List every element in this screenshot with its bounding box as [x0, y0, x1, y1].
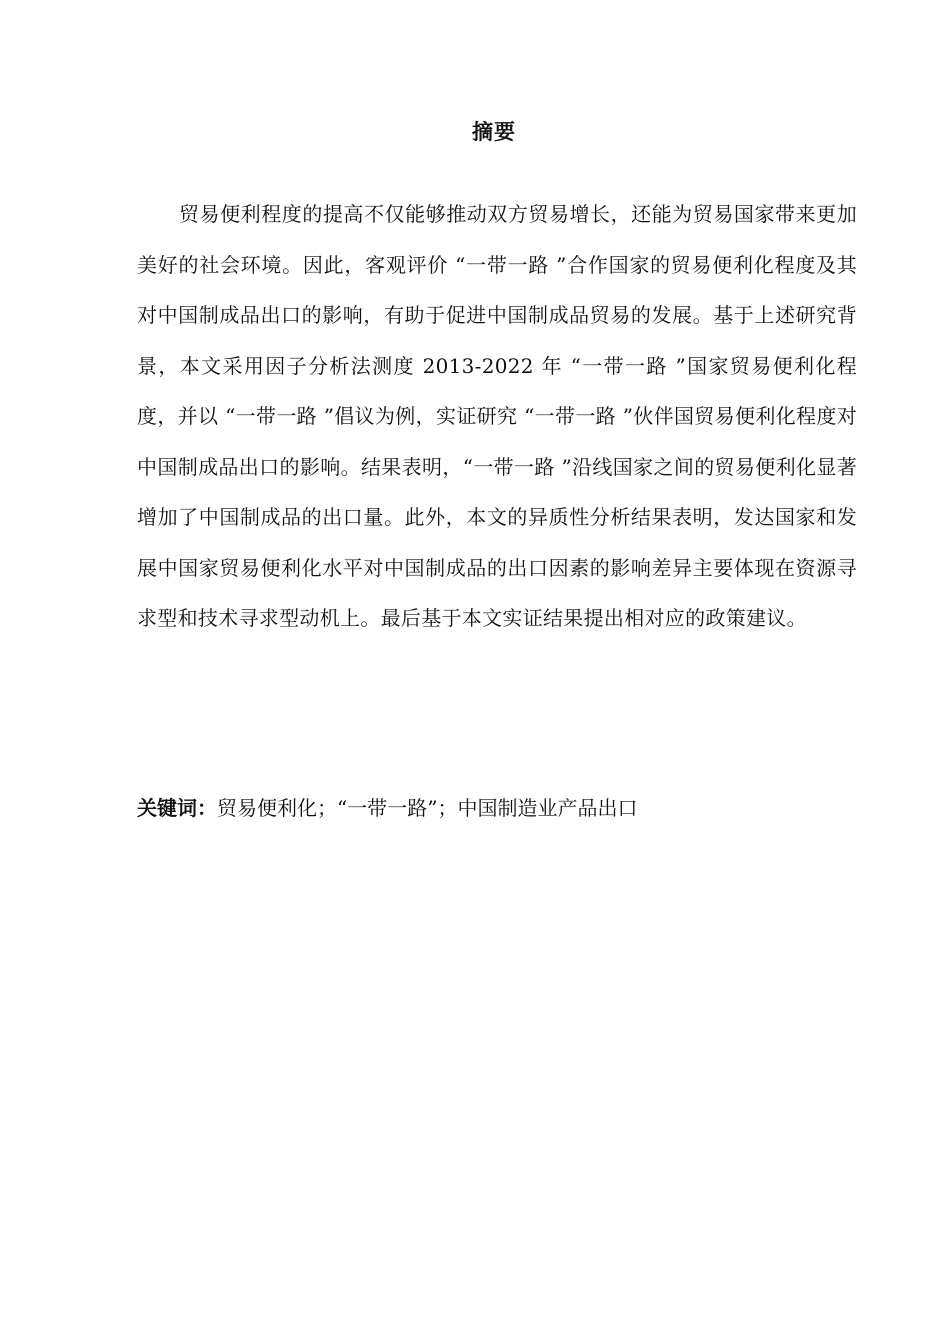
page-title: 摘要 [472, 120, 516, 144]
keywords-text: 贸易便利化；“一带一路”；中国制造业产品出口 [217, 796, 638, 820]
keywords-line [137, 786, 857, 830]
keywords-label: 关键词： [137, 796, 217, 820]
abstract-paragraph: 贸易便利程度的提高不仅能够推动双方贸易增长，还能为贸易国家带来更加美好的社会环境。因此，客观评价 “一带一路 ”合作国家的贸易便利化程度及其对中国制成品出口的影响，有助于促进中国制成品贸易的发展。基于上述研究背景，本文采用因子分析法测度 2013-2022 年 “一带一路 ”国家贸易便利化程度，并以 “一带一路 ”倡议为例，实证研究 “一带一路 ”伙伴国贸易便利化程度对中国制成品出口的影响。结果表明，“一带一路 ”沿线国家之间的贸易便利化显著增加了中国制成品的出口量。此外，本文的异质性分析结果表明，发达国家和发展中国家贸易便利化水平对中国制成品的出口因素的影响差异主要体现在资源寻求型和技术寻求型动机上。最后基于本文实证结果提出相对应的政策建议。 [137, 202, 857, 630]
